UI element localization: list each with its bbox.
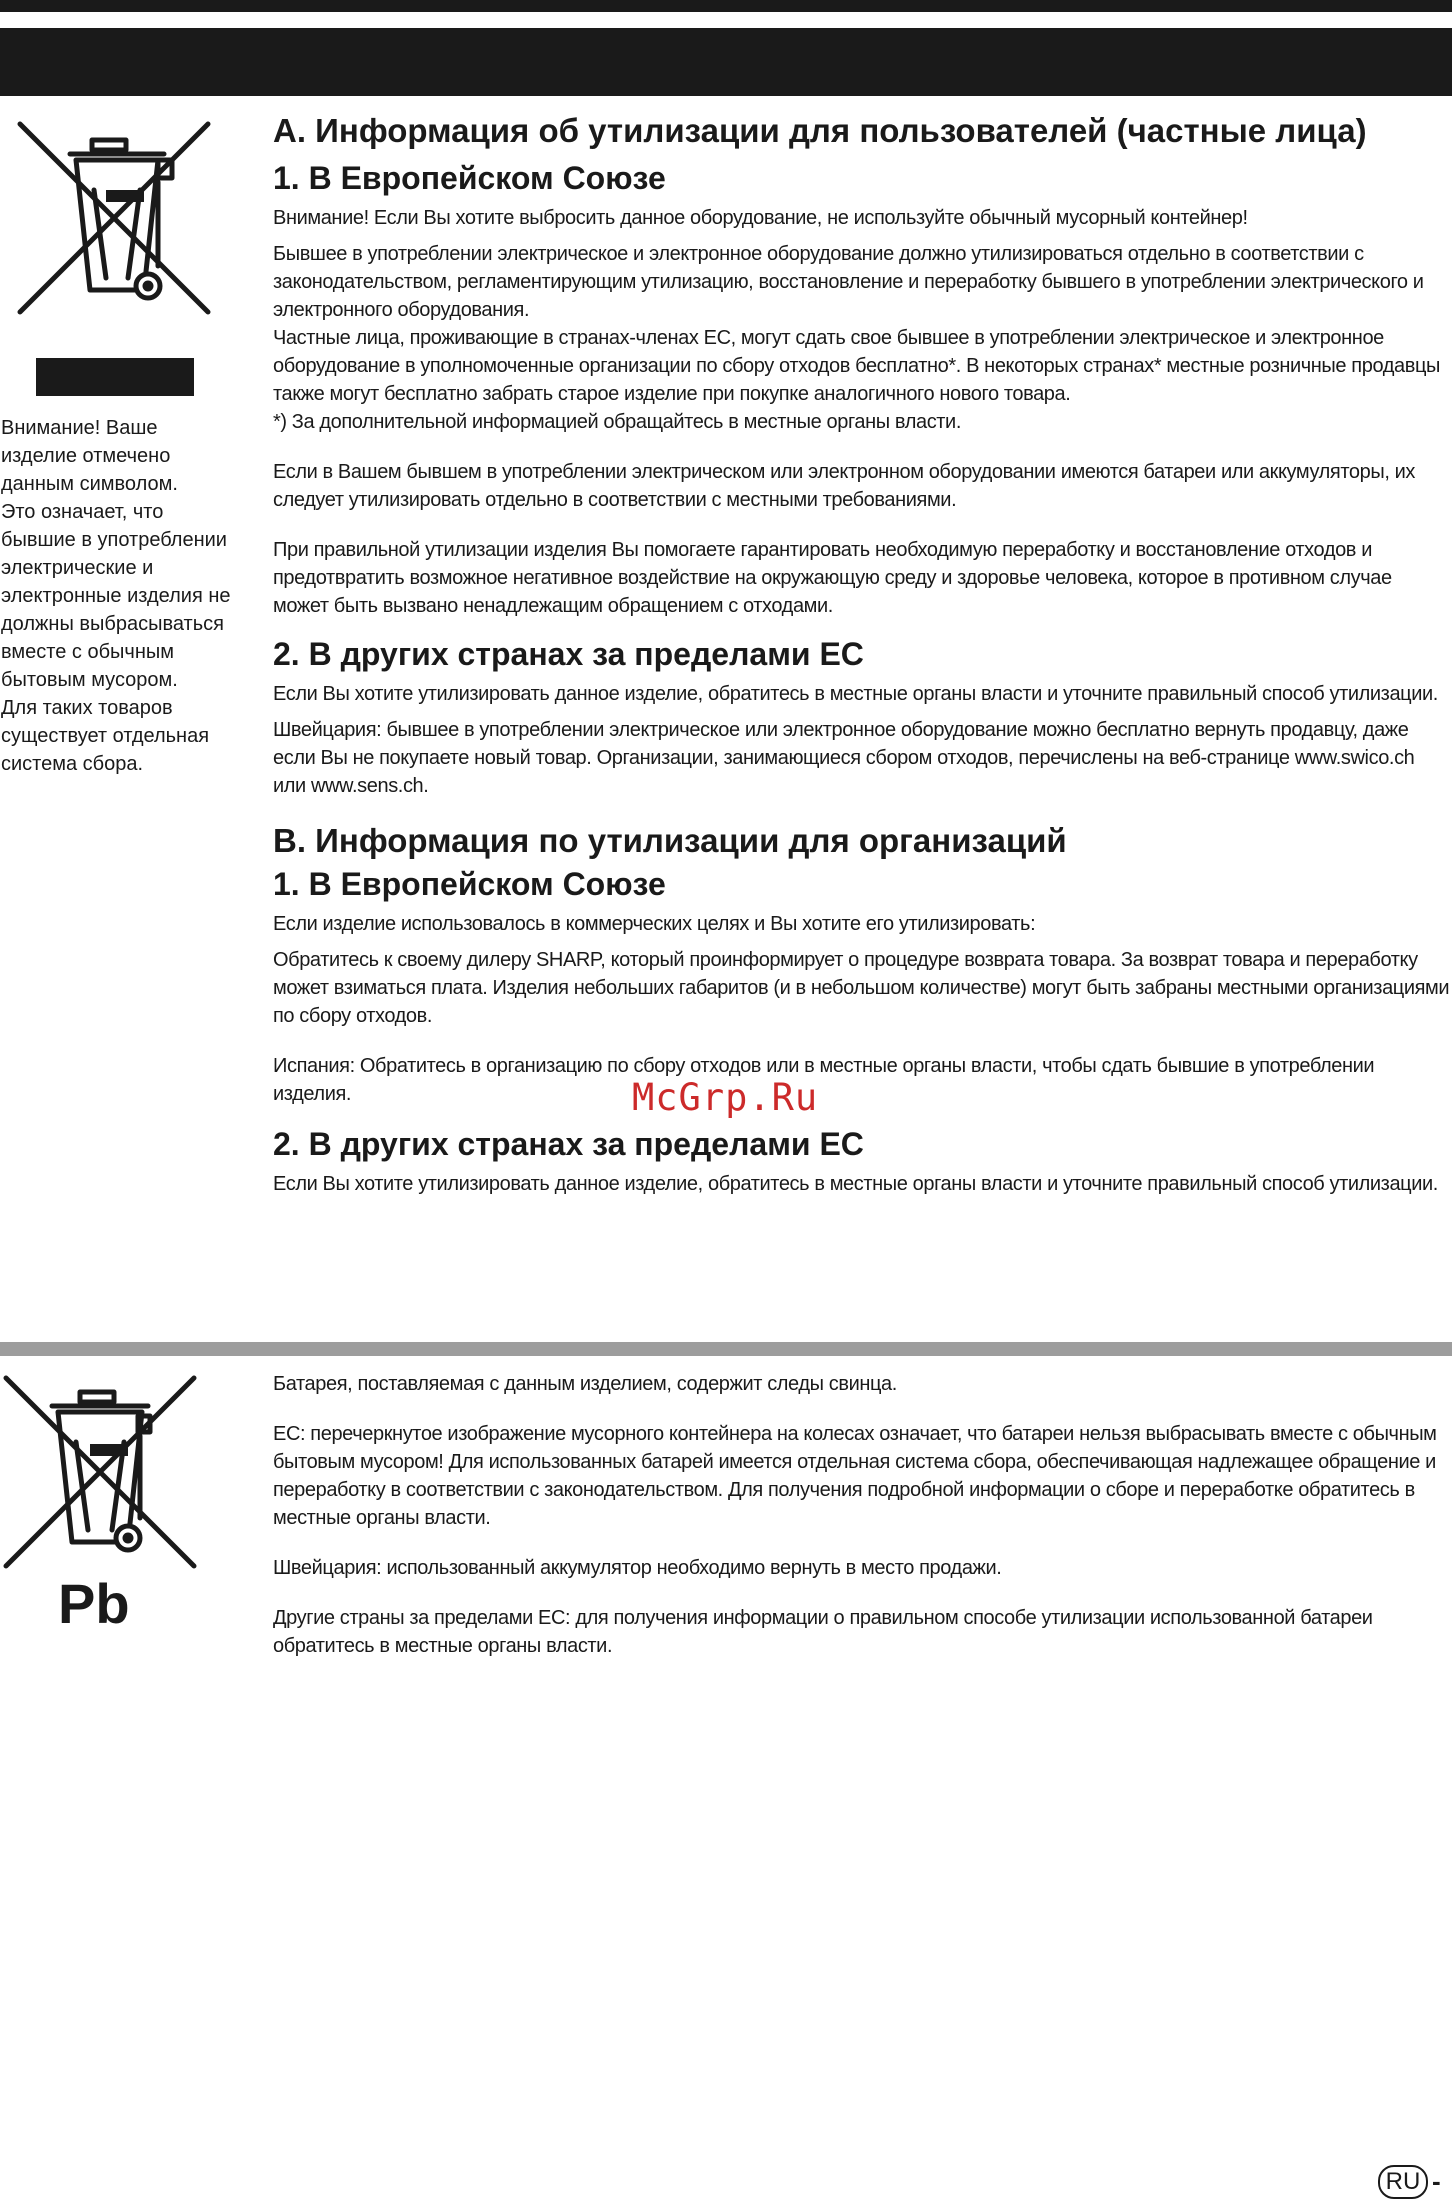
sidebar-note-line: Внимание! Ваше [1,417,158,439]
sidebar-note-line: должны выбрасываться [1,613,224,635]
battery-section [273,1370,1451,1668]
section-a-eu-p2: Бывшее в употреблении электрическое и электронное оборудование должно утилизироваться отдельно в соответствии с законодательством, регламентирующим утилизацию, восстановление и переработку бывшего в употреблении электрического и электронного оборудования. [273,243,1424,321]
sidebar-note-line: бытовым мусором. [1,669,178,691]
main-content [273,112,1451,1206]
section-a-eu-heading: 1. В Европейском Союзе [273,160,666,196]
section-a-eu-p1: Внимание! Если Вы хотите выбросить данное оборудование, не используйте обычный мусорный контейнер! [273,207,1248,229]
weee-black-bar [36,358,194,396]
sidebar-note-line: система сбора. [1,753,144,775]
section-a-eu-p4: *) За дополнительной информацией обращайтесь в местные органы власти. [273,411,961,433]
battery-p3: Швейцария: использованный аккумулятор необходимо вернуть в место продажи. [273,1557,1002,1579]
battery-p2: ЕС: перечеркнутое изображение мусорного контейнера на колесах означает, что батареи нельзя выбрасывать вместе с обычным бытовым мусором! Для использованных батарей имеется отдельная система сбора, обеспечивающая надлежащее обращение и переработку в соответствии с законодательством. Для получения подробной информации о сборе и переработке обратитесь в местные органы власти. [273,1423,1437,1529]
sidebar-note-line: бывшие в употреблении [1,529,227,551]
sidebar-note-line: электронные изделия не [1,585,231,607]
section-b-other-heading: 2. В других странах за пределами ЕС [273,1126,864,1162]
section-a-title: A. Информация об утилизации для пользователей (частные лица) [273,112,1367,149]
section-b-title: B. Информация по утилизации для организаций [273,822,1067,859]
sidebar-note [1,414,233,778]
section-a-eu-p6: При правильной утилизации изделия Вы помогаете гарантировать необходимую переработку и восстановление отходов и предотвратить возможное негативное воздействие на окружающую среду и здоровье человека, которое в противном случае может быть вызвано ненадлежащим обращением с отходами. [273,539,1392,617]
sidebar-note-line: изделие отмечено [1,445,171,467]
sidebar-note-line: данным символом. [1,473,178,495]
sidebar-note-line: электрические и [1,557,154,579]
header-band [0,28,1452,96]
page-number-suffix: - [1432,2166,1441,2196]
watermark: McGrp.Ru [632,1076,819,1119]
battery-p1: Батарея, поставляемая с данным изделием, содержит следы свинца. [273,1373,897,1395]
section-b-other-p1: Если Вы хотите утилизировать данное изделие, обратитесь в местные органы власти и уточните правильный способ утилизации. [273,1173,1438,1195]
crossed-bin-icon [14,118,214,318]
section-a-eu-p5: Если в Вашем бывшем в употреблении электрическом или электронном оборудовании имеются батареи или аккумуляторы, их следует утилизировать отдельно в соответствии с местными требованиями. [273,461,1416,511]
section-b-eu-p2: Обратитесь к своему дилеру SHARP, который проинформирует о процедуре возврата товара. За возврат товара и переработку может взиматься плата. Изделия небольших габаритов (и в небольшом количестве) могут быть забраны местными организациями по сбору отходов. [273,949,1450,1027]
section-a-other-p1: Если Вы хотите утилизировать данное изделие, обратитесь в местные органы власти и уточните правильный способ утилизации. [273,683,1438,705]
section-divider [0,1342,1452,1356]
battery-p4: Другие страны за пределами ЕС: для получения информации о правильном способе утилизации использованной батареи обратитесь в местные органы власти. [273,1607,1373,1657]
top-rule [0,0,1452,12]
section-b-eu-p1: Если изделие использовалось в коммерческих целях и Вы хотите его утилизировать: [273,913,1036,935]
sidebar-note-line: вместе с обычным [1,641,174,663]
lead-symbol-label: Pb [58,1572,130,1635]
section-a-other-p2: Швейцария: бывшее в употреблении электрическое или электронное оборудование можно бесплатно вернуть продавцу, даже если Вы не покупаете новый товар. Организации, занимающиеся сбором отходов, перечислены на веб-странице www.swico.ch или www.sens.ch. [273,719,1415,797]
sidebar-note-line: существует отдельная [1,725,210,747]
section-a-other-heading: 2. В других странах за пределами ЕС [273,636,864,672]
sidebar-note-line: Это означает, что [1,501,164,523]
section-b-eu-heading: 1. В Европейском Союзе [273,866,666,902]
sidebar-note-line: Для таких товаров [1,697,173,719]
section-b-eu-p3: Испания: Обратитесь в организацию по сбору отходов или в местные органы власти, чтобы сдать бывшие в употреблении изделия. [273,1055,1375,1105]
language-badge: RU [1378,2165,1428,2199]
crossed-bin-battery-icon [2,1374,198,1574]
section-a-eu-p3: Частные лица, проживающие в странах-членах ЕС, могут сдать свое бывшее в употреблении электрическое и электронное оборудование в уполномоченные организации по сбору отходов бесплатно*. В некоторых странах* местные розничные продавцы также могут бесплатно забрать старое изделие при покупке аналогичного нового товара. [273,327,1440,405]
